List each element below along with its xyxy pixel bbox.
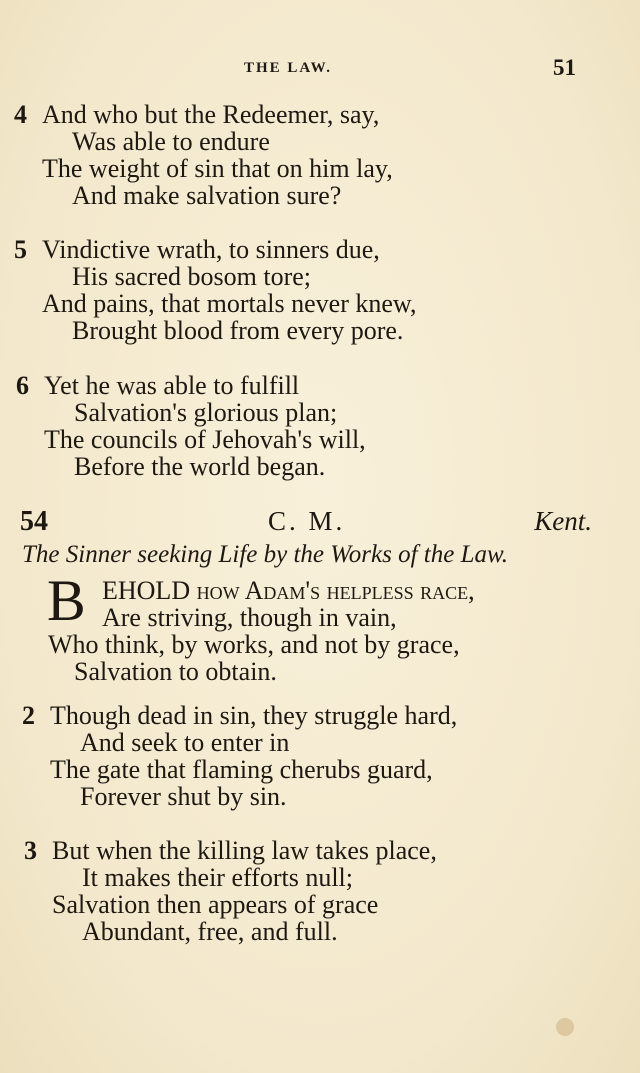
stanza-number: 4 [14, 100, 27, 129]
hymn-stanza-3 [24, 837, 437, 945]
drop-cap: B [47, 568, 86, 633]
stanza-line: But when the killing law takes place, [52, 836, 437, 865]
stanza-line: Are striving, though in vain, [102, 603, 397, 632]
stanza-line: His sacred bosom tore; [72, 262, 312, 291]
stanza-number: 5 [14, 235, 27, 264]
stanza-4 [14, 101, 393, 209]
stanza-line: It makes their efforts null; [82, 863, 354, 892]
stanza-5 [14, 236, 417, 344]
stanza-line: Salvation to obtain. [74, 657, 277, 686]
stanza-line: Was able to endure [72, 127, 270, 156]
stanza-line: EHOLD how Adam's helpless race, [102, 576, 475, 605]
stanza-number: 6 [16, 371, 29, 400]
paper-stain [556, 1018, 574, 1036]
running-head-title: THE LAW. [244, 60, 332, 76]
stanza-line: Brought blood from every pore. [72, 316, 404, 345]
hymn-subtitle: The Sinner seeking Life by the Works of the Law. [22, 541, 509, 568]
stanza-line: And seek to enter in [80, 728, 290, 757]
stanza-line: The gate that flaming cherubs guard, [50, 755, 433, 784]
stanza-number: 2 [22, 701, 35, 730]
stanza-line: Salvation's glorious plan; [74, 398, 338, 427]
hymn-stanza-2 [22, 702, 457, 810]
stanza-line: And pains, that mortals never knew, [42, 289, 417, 318]
stanza-line: Forever shut by sin. [80, 782, 287, 811]
hymn-first-stanza [48, 577, 475, 685]
stanza-6 [16, 372, 366, 480]
hymn-number: 54 [20, 506, 48, 537]
stanza-line: The councils of Jehovah's will, [44, 425, 366, 454]
stanza-line: The weight of sin that on him lay, [42, 154, 393, 183]
stanza-line: Before the world began. [74, 452, 326, 481]
page-number: 51 [553, 55, 576, 80]
stanza-number: 3 [24, 836, 37, 865]
stanza-line: And make salvation sure? [72, 181, 342, 210]
hymn-tune: Kent. [534, 506, 592, 536]
stanza-line: And who but the Redeemer, say, [42, 100, 380, 129]
running-head [0, 55, 640, 82]
stanza-line: Who think, by works, and not by grace, [48, 630, 460, 659]
stanza-line: Yet he was able to fulfill [44, 371, 300, 400]
stanza-line: Though dead in sin, they struggle hard, [50, 701, 458, 730]
stanza-line: Abundant, free, and full. [82, 917, 338, 946]
hymn-header [20, 506, 592, 538]
hymn-meter: C. M. [268, 506, 346, 536]
stanza-line: Vindictive wrath, to sinners due, [42, 235, 380, 264]
stanza-line: Salvation then appears of grace [52, 890, 379, 919]
